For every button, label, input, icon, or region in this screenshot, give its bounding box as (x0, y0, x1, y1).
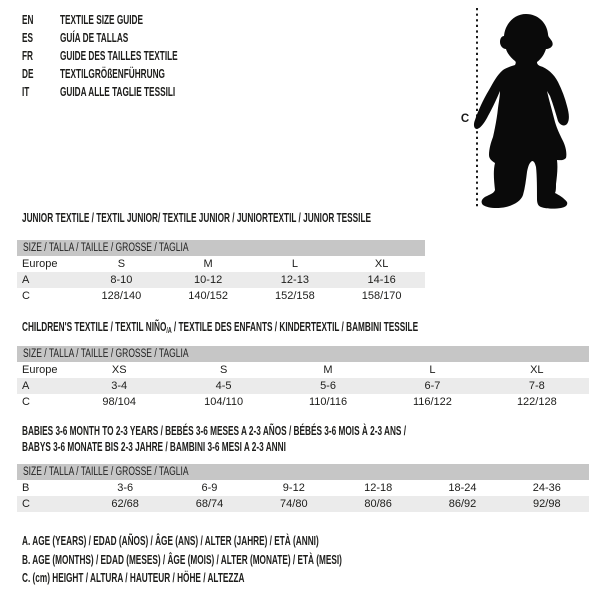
language-code-text: ES (22, 31, 34, 45)
table-cell: 158/170 (361, 290, 402, 302)
table-cell: M (323, 364, 333, 376)
table-row-age (17, 272, 425, 288)
table-cell: 74/80 (280, 498, 308, 510)
size-header-bar (17, 346, 589, 362)
junior-title-text: JUNIOR TEXTILE / TEXTIL JUNIOR/ TEXTILE JUNIOR / JUNIORTEXTIL / JUNIOR TESSILE (22, 211, 371, 225)
size-header-text: SIZE / TALLA / TAILLE / GRÖSSE / TAGLIA (23, 348, 189, 360)
table-cell: 12-18 (364, 482, 393, 494)
children-size-table (17, 346, 589, 410)
footnote-text: C. (cm) HEIGHT / ALTURA / HAUTEUR / HÖHE / ALTEZZA (22, 571, 245, 585)
table-cell: 98/104 (102, 396, 137, 408)
table-cell: XL (374, 258, 389, 270)
table-row-height (17, 394, 589, 410)
baby-height-figure (445, 4, 595, 216)
row-label: A (22, 380, 30, 392)
language-code (22, 47, 60, 65)
table-cell: 116/122 (412, 396, 452, 408)
table-cell: S (117, 258, 126, 270)
size-header-bar (17, 464, 589, 480)
language-row-de (22, 65, 238, 83)
language-row-es (22, 29, 238, 47)
babies-section-title (22, 423, 600, 454)
language-row-it (22, 83, 238, 101)
language-code (22, 29, 60, 47)
language-code-text: FR (22, 49, 34, 63)
table-cell: 110/116 (308, 396, 348, 408)
language-row-en (22, 11, 238, 29)
table-cell: 80/86 (364, 498, 392, 510)
table-cell: L (291, 258, 298, 270)
language-code (22, 11, 60, 29)
babies-title-line2: BABYS 3-6 MONATE BIS 2-3 JAHRE / BAMBINI 3-6 MESI A 2-3 ANNI (22, 439, 286, 454)
table-cell: 10-12 (194, 274, 223, 286)
table-cell: 68/74 (195, 498, 224, 510)
table-cell: 152/158 (274, 290, 315, 302)
language-label: TEXTILGRÖßENFÜHRUNG (60, 67, 165, 81)
table-cell: S (219, 364, 228, 376)
size-header-bar (17, 240, 425, 256)
junior-size-table (17, 240, 425, 304)
table-cell: 7-8 (528, 380, 545, 392)
language-label: GUÍA DE TALLAS (60, 31, 129, 45)
table-cell: 3-4 (111, 380, 128, 392)
row-label: Europe (22, 258, 58, 270)
babies-size-table (17, 464, 589, 512)
table-cell: L (429, 364, 436, 376)
table-cell: 5-6 (320, 380, 336, 392)
row-label: A (22, 274, 30, 286)
children-title-subscript: /A (166, 326, 172, 335)
table-row-age (17, 378, 589, 394)
row-label: B (22, 482, 30, 494)
table-cell: 3-6 (117, 482, 134, 494)
size-header-text: SIZE / TALLA / TAILLE / GRÖSSE / TAGLIA (23, 242, 189, 254)
footnote-text: A. AGE (YEARS) / EDAD (AÑOS) / ÂGE (ANS) / ALTER (JAHRE) / ETÀ (ANNI) (22, 534, 319, 548)
language-code-text: DE (22, 67, 34, 81)
language-label: GUIDA ALLE TAGLIE TESSILI (60, 85, 176, 99)
baby-silhouette (474, 14, 569, 209)
children-section-title (22, 320, 600, 334)
table-cell: 6-7 (424, 380, 441, 392)
table-row-height (17, 288, 425, 304)
table-cell: 104/110 (204, 396, 244, 408)
language-code-text: IT (22, 85, 30, 99)
language-code (22, 65, 60, 83)
table-cell: 18-24 (448, 482, 477, 494)
table-cell: 62/68 (111, 498, 139, 510)
table-cell: 140/152 (188, 290, 228, 302)
footnote-age-months (22, 551, 507, 570)
table-row-height (17, 496, 589, 512)
height-label: C (460, 113, 470, 125)
table-cell: 128/140 (101, 290, 142, 302)
footnote-age-years (22, 532, 507, 551)
table-cell: 86/92 (448, 498, 477, 510)
table-cell: 12-13 (280, 274, 309, 286)
footnote-text: B. AGE (MONTHS) / EDAD (MESES) / ÂGE (MOIS) / ALTER (MONATE) / ETÀ (MESI) (22, 552, 342, 567)
footnote-height (22, 569, 507, 588)
table-cell: 6-9 (201, 482, 218, 494)
junior-section-title (22, 211, 551, 225)
table-row-europe (17, 362, 589, 378)
table-cell: 4-5 (215, 380, 232, 392)
table-cell: 24-36 (532, 482, 561, 494)
row-label: Europe (22, 364, 58, 376)
row-label: C (22, 396, 30, 408)
footnotes (22, 532, 507, 588)
language-label: TEXTILE SIZE GUIDE (60, 13, 143, 27)
table-cell: 9-12 (282, 482, 305, 494)
table-cell: 122/128 (516, 396, 557, 408)
language-label: GUIDE DES TAILLES TEXTILE (60, 49, 178, 63)
children-title-suffix: / TEXTILE DES ENFANTS / KINDERTEXTIL / BAMBINI TESSILE (171, 320, 419, 334)
table-cell: 14-16 (367, 274, 396, 286)
babies-title-line1: BABIES 3-6 MONTH TO 2-3 YEARS / BEBÉS 3-6 MESES A 2-3 AÑOS / BÉBÉS 3-6 MOIS À 2-3 ANS / (22, 424, 407, 438)
row-label: C (22, 290, 30, 302)
table-cell: M (203, 258, 213, 270)
size-header-text: SIZE / TALLA / TAILLE / GRÖSSE / TAGLIA (23, 466, 189, 478)
children-title-text (22, 320, 418, 338)
table-cell: XS (111, 364, 127, 376)
table-row-europe (17, 256, 425, 272)
language-code (22, 83, 60, 101)
language-list (22, 11, 238, 101)
language-row-fr (22, 47, 238, 65)
table-cell: XL (530, 364, 544, 376)
table-cell: 8-10 (110, 274, 133, 286)
row-label: C (22, 498, 30, 510)
language-code-text: EN (22, 13, 34, 27)
table-cell: 92/98 (533, 498, 561, 510)
children-title-prefix: CHILDREN'S TEXTILE / TEXTIL NIÑO (22, 320, 167, 334)
table-row-months (17, 480, 589, 496)
